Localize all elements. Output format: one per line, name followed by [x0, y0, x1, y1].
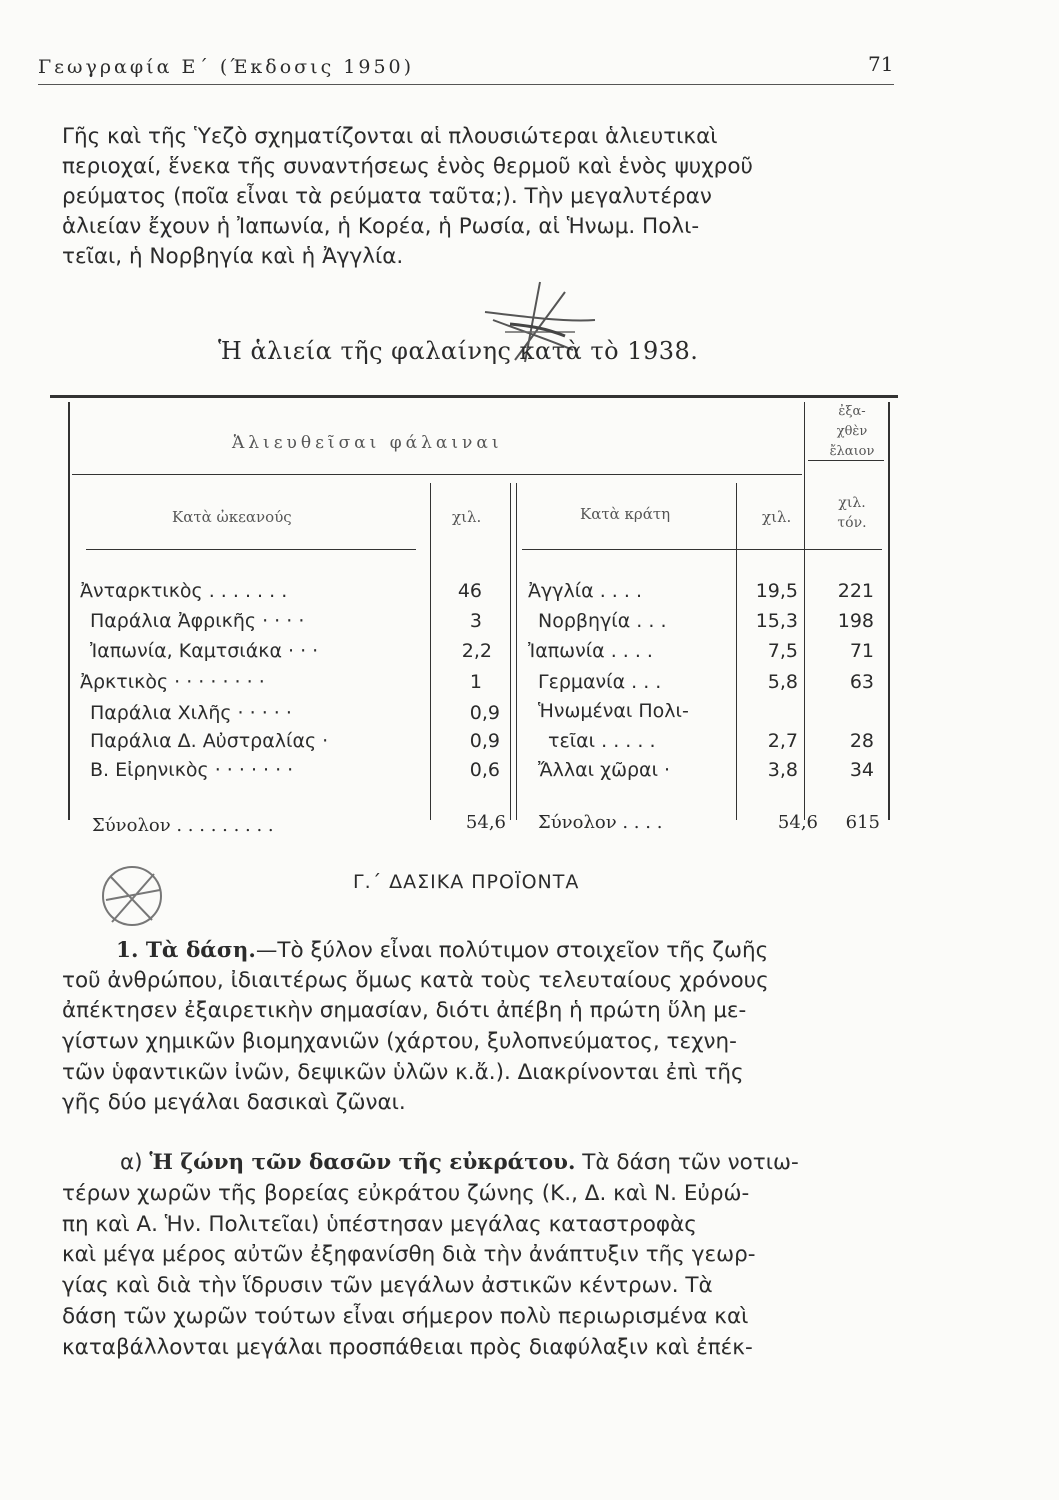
oil-header-line: χθὲν: [836, 424, 868, 439]
text-line: τέρων χωρῶν τῆς βορείας εὐκράτου ζώνης (Κ., Δ. καὶ Ν. Εὐρώ-: [62, 1181, 750, 1206]
temperate-prefix: α): [120, 1150, 143, 1175]
state-value: 19,5: [755, 580, 798, 602]
text-line: γίστων χημικῶν βιομηχανιῶν (χάρτου, ξυλοπνεύματος, τεχνη-: [62, 1029, 737, 1054]
table-left-border: [68, 402, 70, 820]
table-top-rule: [50, 395, 898, 398]
ocean-name: Ἀνταρκτικὸς . . . . . . .: [80, 580, 288, 602]
state-name: Νορβηγία . . .: [538, 610, 667, 632]
ocean-value: 46: [457, 580, 482, 602]
state-name: Ἰαπωνία . . . .: [528, 640, 653, 662]
subheader-rule-right: [522, 549, 882, 550]
col-thousands-left-header: χιλ.: [452, 508, 482, 526]
state-value: 3,8: [767, 759, 798, 781]
middle-divider-a: [510, 483, 511, 820]
oil-header-line: ἔλαιον: [829, 444, 875, 459]
text-line: [120, 1148, 799, 1178]
text-line: καταβάλλονται μεγάλαι προσπάθειαι πρὸς διαφύλαξιν καὶ ἐπέκ-: [62, 1335, 753, 1360]
ocean-value: 3: [469, 610, 482, 632]
oil-unit-line: τόν.: [837, 515, 867, 531]
text-line: Γῆς καὶ τῆς Ὑεζὸ σχηματίζονται αἱ πλουσιώτεραι ἁλιευτικαὶ: [62, 124, 718, 149]
state-value: 7,5: [767, 640, 798, 662]
col-thousands-right-header: χιλ.: [762, 508, 792, 526]
page-number: 71: [868, 52, 894, 76]
ocean-name: Ἰαπωνία, Καμτσιάκα · · ·: [90, 640, 319, 662]
state-name: τεῖαι . . . . .: [548, 730, 656, 752]
ocean-value: 0,9: [469, 730, 500, 752]
ocean-name: Β. Εἰρηνικὸς · · · · · · ·: [90, 759, 294, 781]
ocean-value: 1: [469, 671, 482, 693]
state-oil: 28: [849, 730, 874, 752]
right-total-value: 54,6: [777, 812, 818, 833]
middle-divider-b: [516, 483, 517, 820]
state-oil: 63: [849, 671, 874, 693]
circled-x-mark: [92, 856, 172, 936]
text-line: πη καὶ Α. Ἡν. Πολιτεῖαι) ὑπέστησαν μεγάλας καταστροφὰς: [62, 1212, 697, 1237]
state-name: Ἀγγλία . . . .: [528, 580, 642, 602]
state-value: 2,7: [767, 730, 798, 752]
text-line: περιοχαί, ἕνεκα τῆς συναντήσεως ἑνὸς θερμοῦ καὶ ἑνὸς ψυχροῦ: [62, 154, 753, 179]
right-total-label: Σύνολον . . . .: [538, 812, 663, 833]
text-line: γῆς δύο μεγάλαι δασικαὶ ζῶναι.: [62, 1090, 406, 1115]
text-line: γίας καὶ διὰ τὴν ἵδρυσιν τῶν μεγάλων ἀστικῶν κέντρων. Τὰ: [62, 1273, 713, 1298]
table-right-border: [888, 402, 890, 820]
left-value-divider: [430, 483, 431, 820]
temperate-heading: Ἡ ζώνη τῶν δασῶν τῆς εὐκράτου.: [149, 1150, 576, 1175]
subheader-rule-left: [86, 549, 416, 550]
oil-column-divider: [804, 402, 805, 820]
ocean-name: Παράλια Χιλῆς · · · · ·: [90, 702, 292, 724]
right-value-divider: [736, 483, 737, 820]
group-header-rule: [72, 474, 802, 475]
running-title: Γεωγραφία Ε΄ (Έκδοσις 1950): [38, 56, 415, 78]
col-oceans-header: Κατὰ ὠκεανούς: [172, 508, 292, 526]
col-states-header: Κατὰ κράτη: [580, 505, 671, 523]
ocean-value: 0,6: [469, 759, 500, 781]
text-line: δάση τῶν χωρῶν τούτων εἶναι σήμερον πολὺ περιωρισμένα καὶ: [62, 1304, 749, 1329]
text-line: καὶ μέγα μέρος αὐτῶν ἐξηφανίσθη διὰ τὴν ἀνάπτυξιν τῆς γεωρ-: [62, 1242, 756, 1267]
state-oil: 71: [849, 640, 874, 662]
left-total-label: Σύνολον . . . . . . . . .: [92, 815, 274, 836]
state-oil: 221: [837, 580, 874, 602]
ocean-value: 2,2: [461, 640, 492, 662]
group-header: Ἁλιευθεῖσαι φάλαιναι: [232, 433, 503, 453]
state-name: Ἄλλαι χῶραι ·: [538, 759, 671, 781]
ocean-name: Παράλια Ἀφρικῆς · · · ·: [90, 610, 305, 632]
state-oil: 198: [837, 610, 874, 632]
ocean-name: Ἀρκτικὸς · · · · · · · ·: [80, 671, 265, 693]
temperate-first-line: Τὰ δάση τῶν νοτιω-: [582, 1150, 799, 1175]
state-name: Ἡνωμέναι Πολι-: [538, 700, 689, 722]
forests-heading: 1. Τὰ δάση.: [116, 938, 256, 963]
forests-first-line: —Τὸ ξύλον εἶναι πολύτιμον στοιχεῖον τῆς ζωῆς: [255, 938, 769, 963]
left-total-value: 54,6: [465, 812, 506, 833]
text-line: τοῦ ἀνθρώπου, ἰδιαιτέρως ὅμως κατὰ τοὺς τελευταίους χρόνους: [62, 968, 769, 993]
state-value: 5,8: [767, 671, 798, 693]
state-oil: 34: [849, 759, 874, 781]
oil-header-line: ἐξα-: [838, 404, 866, 419]
oil-unit-line: χιλ.: [838, 495, 866, 511]
state-value: 15,3: [755, 610, 798, 632]
right-total-oil: 615: [845, 812, 880, 833]
table-title: Ἡ ἁλιεία τῆς φαλαίνης κατὰ τὸ 1938.: [218, 337, 699, 365]
text-line: τῶν ὑφαντικῶν ἰνῶν, δεψικῶν ὑλῶν κ.ἄ.). Διακρίνονται ἐπὶ τῆς: [62, 1060, 744, 1085]
section-heading: Γ.΄ ΔΑΣΙΚΑ ΠΡΟΪΟΝΤΑ: [353, 871, 580, 893]
text-line: ἁλιείαν ἔχουν ἡ Ἰαπωνία, ἡ Κορέα, ἡ Ρωσία, αἱ Ἡνωμ. Πολι-: [62, 214, 700, 239]
header-rule: [38, 84, 894, 85]
oil-header: [822, 402, 882, 462]
col-oil-unit-header: [822, 493, 882, 533]
ocean-value: 0,9: [469, 702, 500, 724]
text-line: τεῖαι, ἡ Νορβηγία καὶ ἡ Ἀγγλία.: [62, 244, 404, 269]
text-line: ρεύματος (ποῖα εἶναι τὰ ρεύματα ταῦτα;). Τὴν μεγαλυτέραν: [62, 184, 712, 209]
state-name: Γερμανία . . .: [538, 671, 662, 693]
text-line: [116, 936, 768, 966]
text-line: ἀπέκτησεν ἐξαιρετικὴν σημασίαν, διότι ἀπέβη ἡ πρώτη ὕλη με-: [62, 998, 747, 1023]
ocean-name: Παράλια Δ. Αὐστραλίας ·: [90, 730, 329, 752]
